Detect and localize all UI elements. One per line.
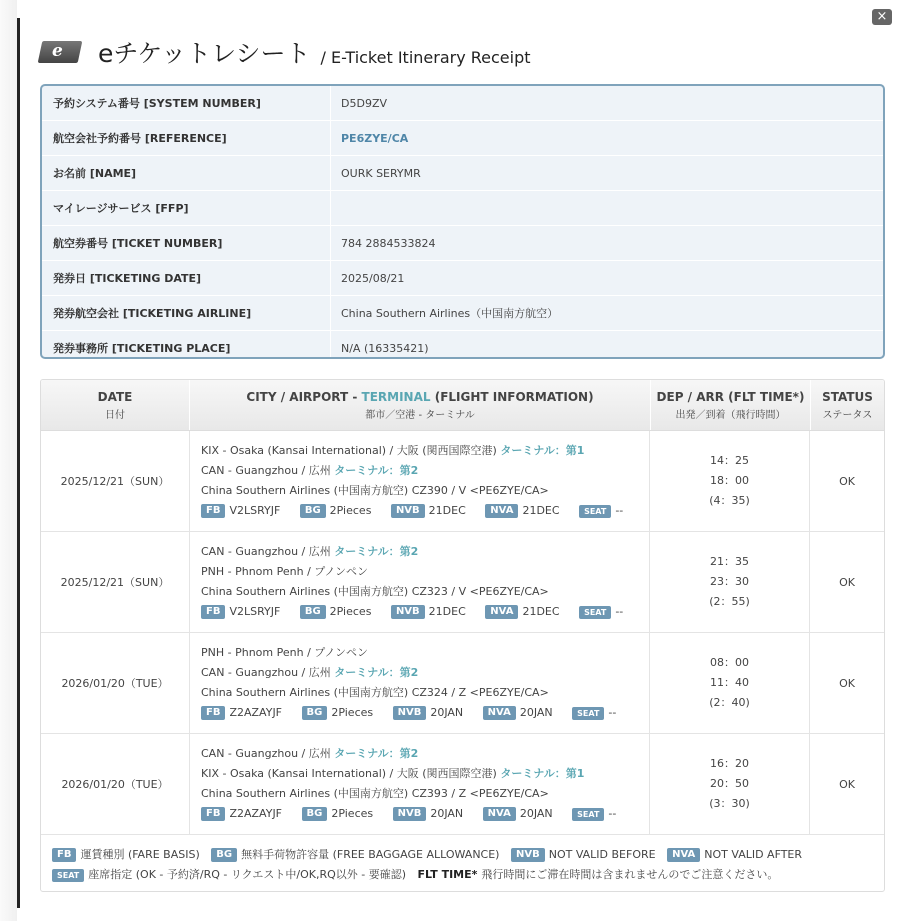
status-cell: OK	[839, 474, 855, 488]
nva-badge: NVA	[485, 504, 518, 518]
seat-badge: SEAT	[579, 606, 611, 619]
info-row-ticketing-airline: 発券航空会社 [TICKETING AIRLINE] China Southern Airlines（中国南方航空）	[42, 296, 883, 331]
page-subtitle: / E-Ticket Itinerary Receipt	[320, 47, 531, 67]
eticket-icon: e	[40, 39, 88, 65]
bg-badge: BG	[302, 807, 328, 821]
reference-link[interactable]: PE6ZYE/CA	[341, 131, 409, 145]
status-cell: OK	[839, 676, 855, 690]
nva-badge: NVA	[483, 807, 516, 821]
bg-badge: BG	[300, 504, 326, 518]
page-header	[40, 35, 531, 69]
seat-badge: SEAT	[579, 505, 611, 518]
info-row-reference: 航空会社予約番号 [REFERENCE] PE6ZYE/CA	[42, 121, 883, 156]
table-row: 2026/01/20（TUE） PNH - Phnom Penh / プノンペン CAN - Guangzhou / 広州 ターミナル：第2 China Southern Airlines (中国南方航空) CZ324 / Z <PE6ZYE/CA> FB Z2AZAYJF BG 2Pieces NVB 20JAN NVA 20JAN SEAT -- 08：00 11：40 (2：40) OK	[41, 633, 884, 734]
nva-badge: NVA	[485, 605, 518, 619]
seat-badge: SEAT	[572, 707, 604, 720]
table-row: 2026/01/20（TUE） CAN - Guangzhou / 広州 ターミナル：第2 KIX - Osaka (Kansai International) / 大阪 (関西国際空港) ターミナル：第1 China Southern Airlines (中国南方航空) CZ393 / Z <PE6ZYE/CA> FB Z2AZAYJF BG 2Pieces NVB 20JAN NVA 20JAN SEAT -- 16：20 20：50 (3：30) OK	[41, 734, 884, 835]
nva-badge: NVA	[483, 706, 516, 720]
table-row: 2025/12/21（SUN） CAN - Guangzhou / 広州 ターミナル：第2 PNH - Phnom Penh / プノンペン China Southern Airlines (中国南方航空) CZ323 / V <PE6ZYE/CA> FB V2LSRYJF BG 2Pieces NVB 21DEC NVA 21DEC SEAT -- 21：35 23：30 (2：55) OK	[41, 532, 884, 633]
bg-badge: BG	[211, 848, 237, 862]
seat-badge: SEAT	[572, 808, 604, 821]
bg-badge: BG	[300, 605, 326, 619]
fb-badge: FB	[201, 605, 225, 619]
nvb-badge: NVB	[391, 605, 425, 619]
fb-badge: FB	[201, 807, 225, 821]
table-header: DATE 日付 CITY / AIRPORT - TERMINAL (FLIGHT INFORMATION) 都市／空港 - ターミナル DEP / ARR (FLT TIME*) 出発／到着（飛行時間） STATUS ステータス	[41, 380, 884, 431]
nvb-badge: NVB	[393, 807, 427, 821]
info-row-ticketing-date: 発券日 [TICKETING DATE] 2025/08/21	[42, 261, 883, 296]
page-gutter	[0, 0, 17, 921]
fb-badge: FB	[201, 706, 225, 720]
close-button[interactable]: ×	[872, 9, 892, 25]
info-row-ticket-number: 航空券番号 [TICKET NUMBER] 784 2884533824	[42, 226, 883, 261]
bg-badge: BG	[302, 706, 328, 720]
page-title: eチケットレシート	[98, 39, 311, 68]
flight-table	[40, 379, 885, 892]
fb-badge: FB	[201, 504, 225, 518]
nvb-badge: NVB	[393, 706, 427, 720]
nvb-badge: NVB	[391, 504, 425, 518]
status-cell: OK	[839, 777, 855, 791]
info-row-system-number: 予約システム番号 [SYSTEM NUMBER] D5D9ZV	[42, 86, 883, 121]
info-row-name: お名前 [NAME] OURK SERYMR	[42, 156, 883, 191]
left-border	[17, 18, 20, 908]
legend: FB 運賃種別 (FARE BASIS) BG 無料手荷物許容量 (FREE BAGGAGE ALLOWANCE) NVB NOT VALID BEFORE NVA NOT VALID AFTER SEAT 座席指定 (OK - 予約済/RQ - リクエスト中/OK,RQ以外 - 要確認) FLT TIME* 飛行時間にご滞在時間は含まれませんのでご注意ください。	[41, 835, 884, 892]
fb-badge: FB	[52, 848, 76, 862]
info-row-ticketing-place: 発券事務所 [TICKETING PLACE] N/A (16335421)	[42, 331, 883, 359]
table-row: 2025/12/21（SUN） KIX - Osaka (Kansai International) / 大阪 (関西国際空港) ターミナル：第1 CAN - Guangzhou / 広州 ターミナル：第2 China Southern Airlines (中国南方航空) CZ390 / V <PE6ZYE/CA> FB V2LSRYJF BG 2Pieces NVB 21DEC NVA 21DEC SEAT -- 14：25 18：00 (4：35) OK	[41, 431, 884, 532]
status-cell: OK	[839, 575, 855, 589]
nva-badge: NVA	[667, 848, 700, 862]
seat-badge: SEAT	[52, 869, 84, 882]
info-row-ffp: マイレージサービス [FFP]	[42, 191, 883, 226]
reservation-info	[40, 84, 885, 359]
nvb-badge: NVB	[511, 848, 545, 862]
